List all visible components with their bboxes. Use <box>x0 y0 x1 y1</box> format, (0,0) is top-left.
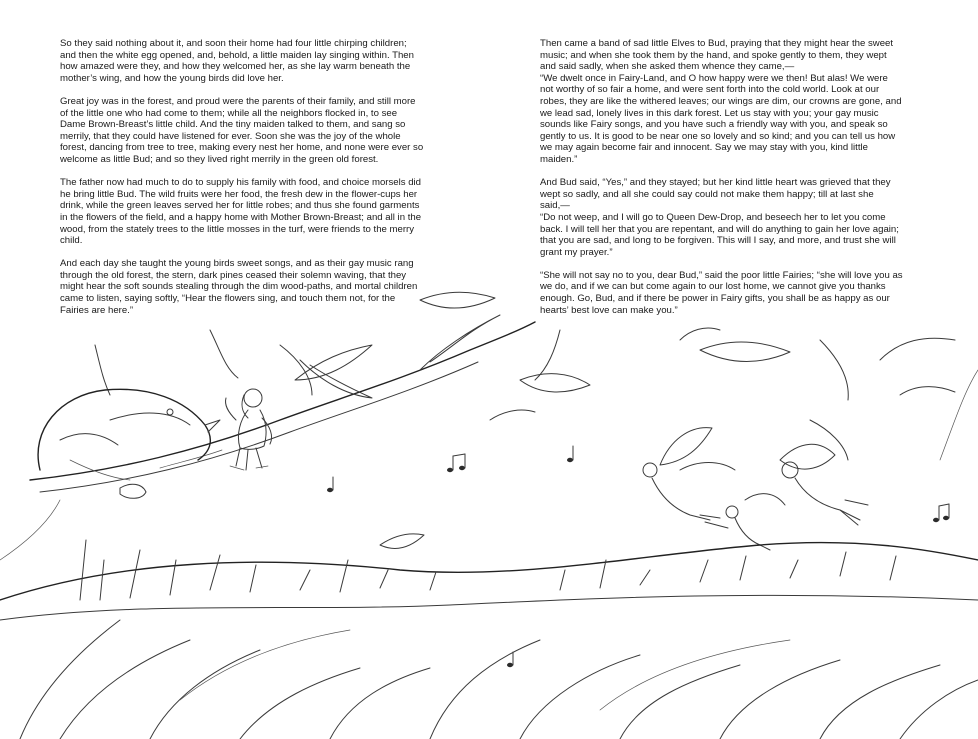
right-page-text <box>540 38 924 328</box>
leaf-sketches <box>280 292 955 548</box>
paragraph: And each day she taught the young birds sweet songs, and as their gay music rang through the old forest, the stern, dark pines ceased their solemn waving, that they might hear the soft sounds stealing through the dim wood-paths, and mortal children came to listen, saying softly, “Hear the flowers sing, and touch them not, for the Fairies are here.” <box>60 258 418 316</box>
paragraph: Great joy was in the forest, and proud were the parents of their family, and still more of the little one who had come to them; while all the neighbors flocked in, to see Dame Brown-Breast’s little child. And the tiny maiden talked to them, and sang so merrily, that they could have listened for ever. Soon she was the joy of the whole forest, dancing from tree to tree, making every nest her home, and none were ever so welcome as little Bud; and so they lived right merrily in the green old forest. <box>60 95 424 165</box>
branch-sketch <box>30 315 535 492</box>
paragraph: The father now had much to do to supply his family with food, and choice morsels did he bring little Bud. The wild fruits were her food, the fresh dew in the flower-cups her drink, while the green leaves served her for little robes; and thus she found garments in the flowers of the field, and a happy home with Mother Brown-Breast; and all in the wood, from the stately trees to the little mosses in the turf, were friends to the merry child. <box>60 177 422 247</box>
left-page-text <box>60 38 444 328</box>
paragraph: And Bud said, “Yes,” and they stayed; but her kind little heart was grieved that they wept so sadly, and all she could say could not make them happy; till at last she said,— “Do not weep, and I will go to Queen Dew-Drop, and beseech her to let you come back. I will tell her that you are repentant, and will do anything to gain her love again; that you are sad, and long to be forgiven. This will I say, and more, and trust she will grant my prayer.” <box>540 177 899 258</box>
maiden-on-branch-icon <box>225 389 271 470</box>
paragraph: “She will not say no to you, dear Bud,” said the poor little Fairies; “she will love you as we do, and if we can but come again to our lost home, we cannot give you thanks enough. Go, Bud, and if there be power in Fairy gifts, you shall be as happy as our hearts’ best love can make you.” <box>540 269 903 316</box>
paragraph: Then came a band of sad little Elves to Bud, praying that they might hear the sweet music; and when she took them by the hand, and spoke gently to them, they wept and said sadly, when she asked them whence they came,— “We dwelt once in Fairy-Land, and O how happy were we then! But alas! We were not worthy of so fair a home, and were sent forth into the cold world. Look at our robes, they are like the withered leaves; our wings are dim, our crowns are gone, and we lead sad, lonely lives in this dark forest. Let us stay with you; your gay music sounds like Fairy songs, and you have such a friendly way with you, and speak so gently to us. It is good to be near one so lovely and so kind; and you can tell us how we may again become fair and innocent. Say we may stay with you, kind little maiden.” <box>540 38 902 165</box>
paragraph: So they said nothing about it, and soon their home had four little chirping children; and then the white egg opened, and, behold, a little maiden lay singing within. Then how amazed were they, and how they welcomed her, as she lay warm beneath the mother’s wing, and how the young birds did love her. <box>60 38 414 84</box>
music-note-icon <box>327 446 949 667</box>
flying-fairies-icon <box>643 420 868 550</box>
grass-icon <box>0 370 978 739</box>
bird-icon <box>38 389 220 498</box>
